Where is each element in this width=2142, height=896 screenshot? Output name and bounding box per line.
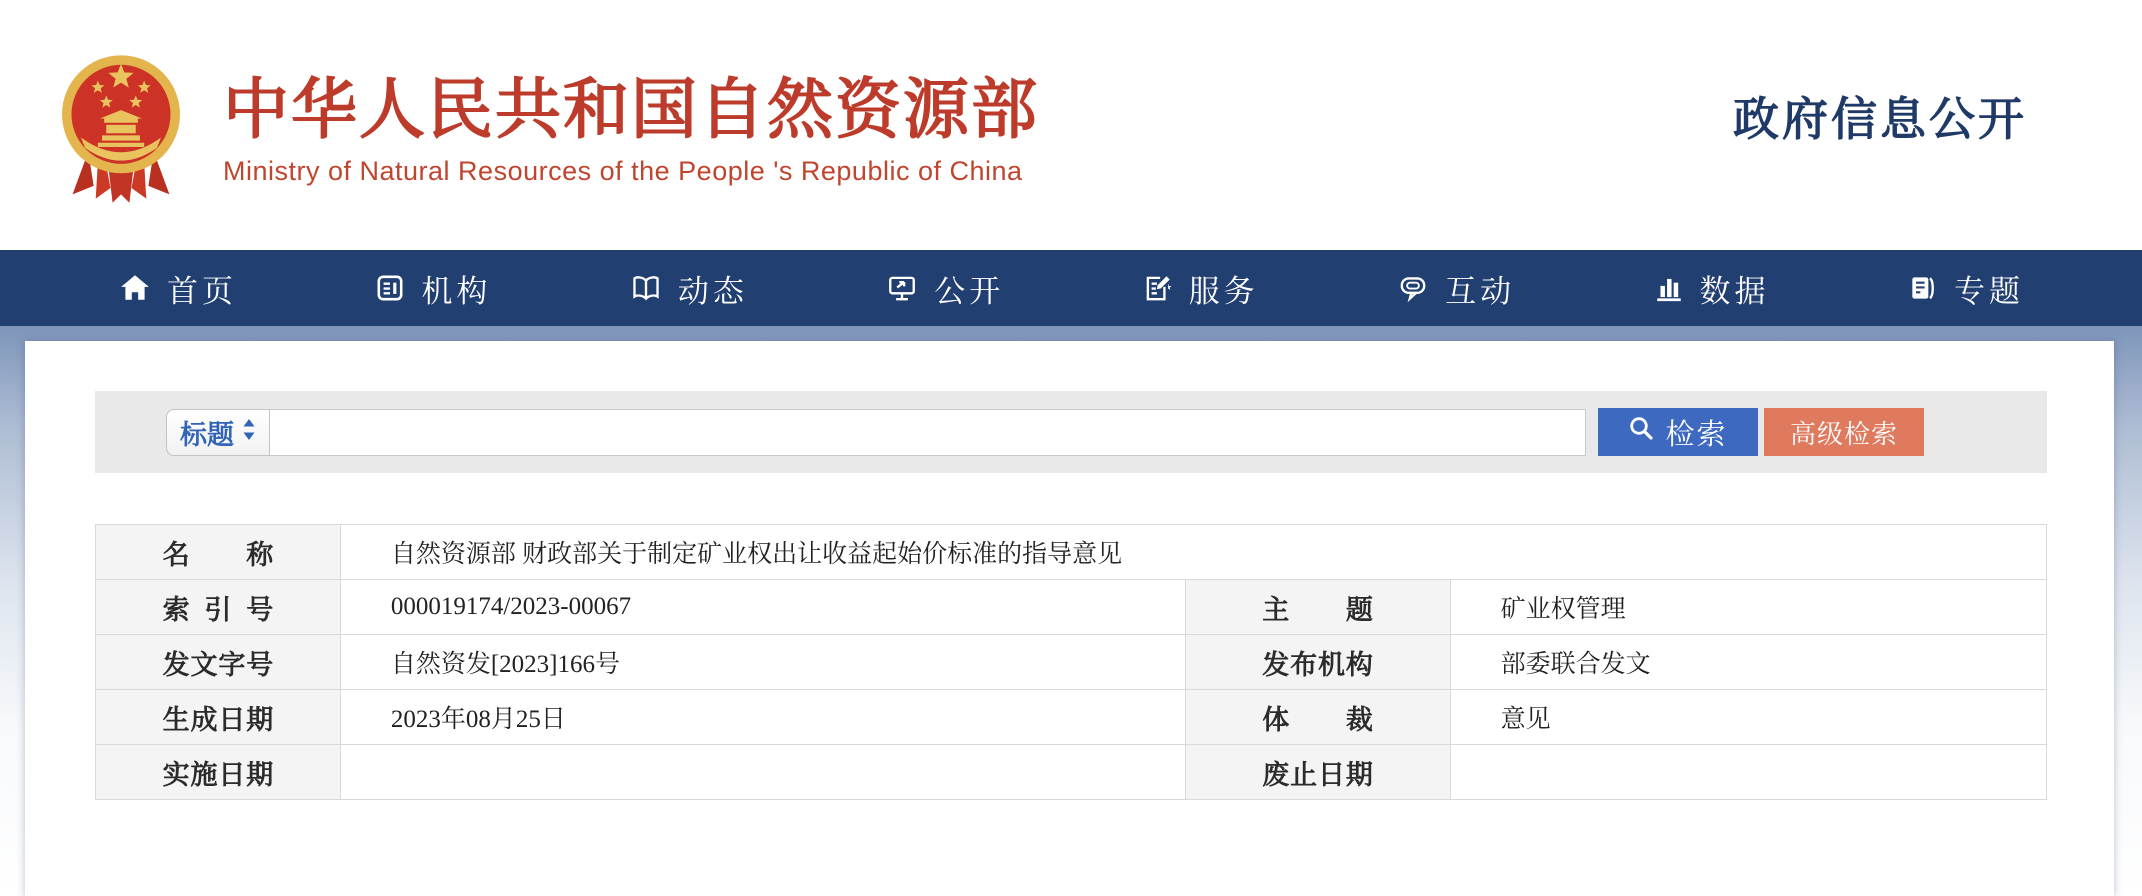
- advanced-search-button[interactable]: [1764, 408, 1924, 456]
- nav-item-organization[interactable]: [374, 266, 491, 311]
- nav-item-home[interactable]: [118, 266, 237, 311]
- nav-item-label: 公开: [934, 273, 1005, 309]
- genre-value-cell: 意见: [1450, 690, 2046, 745]
- nav-item-topics[interactable]: [1907, 266, 2024, 311]
- table-row-name: [96, 525, 2047, 580]
- search-field-selector[interactable]: [166, 409, 270, 456]
- content-panel: [25, 341, 2114, 896]
- topics-journal-icon: [1907, 272, 1939, 304]
- nav-item-disclosure[interactable]: [885, 266, 1004, 311]
- nav-item-data[interactable]: [1653, 266, 1770, 311]
- nav-item-label: 首页: [167, 273, 237, 309]
- national-emblem-logo: [57, 49, 185, 207]
- doc-number-value-cell: 自然资发[2023]166号: [340, 635, 1185, 690]
- disclosure-monitor-icon: [885, 272, 919, 304]
- service-document-icon: [1142, 272, 1174, 304]
- nav-item-label: 服务: [1188, 273, 1259, 309]
- page-title: 政府信息公开: [1733, 94, 2027, 145]
- subject-value-cell: 矿业权管理: [1450, 580, 2046, 635]
- index-number-value-cell: 000019174/2023-00067: [340, 580, 1185, 635]
- subject-label-cell: 主题: [1185, 580, 1450, 635]
- table-row-effective-abolish: [96, 745, 2047, 800]
- main-nav: [0, 250, 2142, 326]
- name-label-cell: 名称: [96, 525, 341, 580]
- advanced-search-button-label: 高级检索: [1789, 418, 1898, 449]
- nav-item-label: 专题: [1953, 273, 2024, 309]
- name-value-cell: 自然资源部 财政部关于制定矿业权出让收益起始价标准的指导意见: [340, 525, 2046, 580]
- table-row-docnumber-agency: [96, 635, 2047, 690]
- effective-date-label-cell: 实施日期: [96, 745, 341, 800]
- news-book-icon: [629, 272, 663, 304]
- index-number-label-cell: 索引号: [96, 580, 341, 635]
- doc-number-label-cell: 发文字号: [96, 635, 341, 690]
- search-icon: [1628, 415, 1655, 450]
- abolish-date-value-cell: [1450, 745, 2046, 800]
- publisher-label-cell: 发布机构: [1185, 635, 1450, 690]
- organization-icon: [374, 272, 406, 304]
- genre-label-cell: 体裁: [1185, 690, 1450, 745]
- search-field-selector-value: 标题: [180, 419, 234, 450]
- search-button-label: 检索: [1665, 418, 1728, 451]
- nav-item-label: 动态: [677, 273, 748, 309]
- table-row-index-subject: [96, 580, 2047, 635]
- site-title: 中华人民共和国自然资源部: [223, 72, 1039, 147]
- nav-item-news[interactable]: [629, 266, 748, 311]
- nav-item-label: 数据: [1699, 273, 1770, 309]
- abolish-date-label-cell: 废止日期: [1185, 745, 1450, 800]
- data-barchart-icon: [1653, 272, 1685, 304]
- site-subtitle: Ministry of Natural Resources of the People 's Republic of China: [223, 155, 1023, 186]
- create-date-label-cell: 生成日期: [96, 690, 341, 745]
- nav-item-label: 机构: [421, 273, 492, 309]
- nav-item-interaction[interactable]: [1396, 266, 1515, 311]
- create-date-value-cell: 2023年08月25日: [340, 690, 1185, 745]
- sort-arrows-icon: [242, 417, 256, 448]
- home-icon: [118, 272, 152, 304]
- effective-date-value-cell: [340, 745, 1185, 800]
- interaction-chat-icon: [1396, 272, 1430, 304]
- publisher-value-cell: 部委联合发文: [1450, 635, 2046, 690]
- nav-item-label: 互动: [1445, 273, 1516, 309]
- site-header: [0, 0, 2142, 250]
- table-row-date-genre: [96, 690, 2047, 745]
- nav-item-service[interactable]: [1142, 266, 1259, 311]
- search-strip: [95, 391, 2047, 473]
- search-input[interactable]: [270, 409, 1586, 456]
- search-button[interactable]: [1598, 408, 1758, 456]
- page-background: [0, 326, 2142, 896]
- brand-block: [223, 73, 1039, 187]
- document-metadata-table: [95, 524, 2047, 800]
